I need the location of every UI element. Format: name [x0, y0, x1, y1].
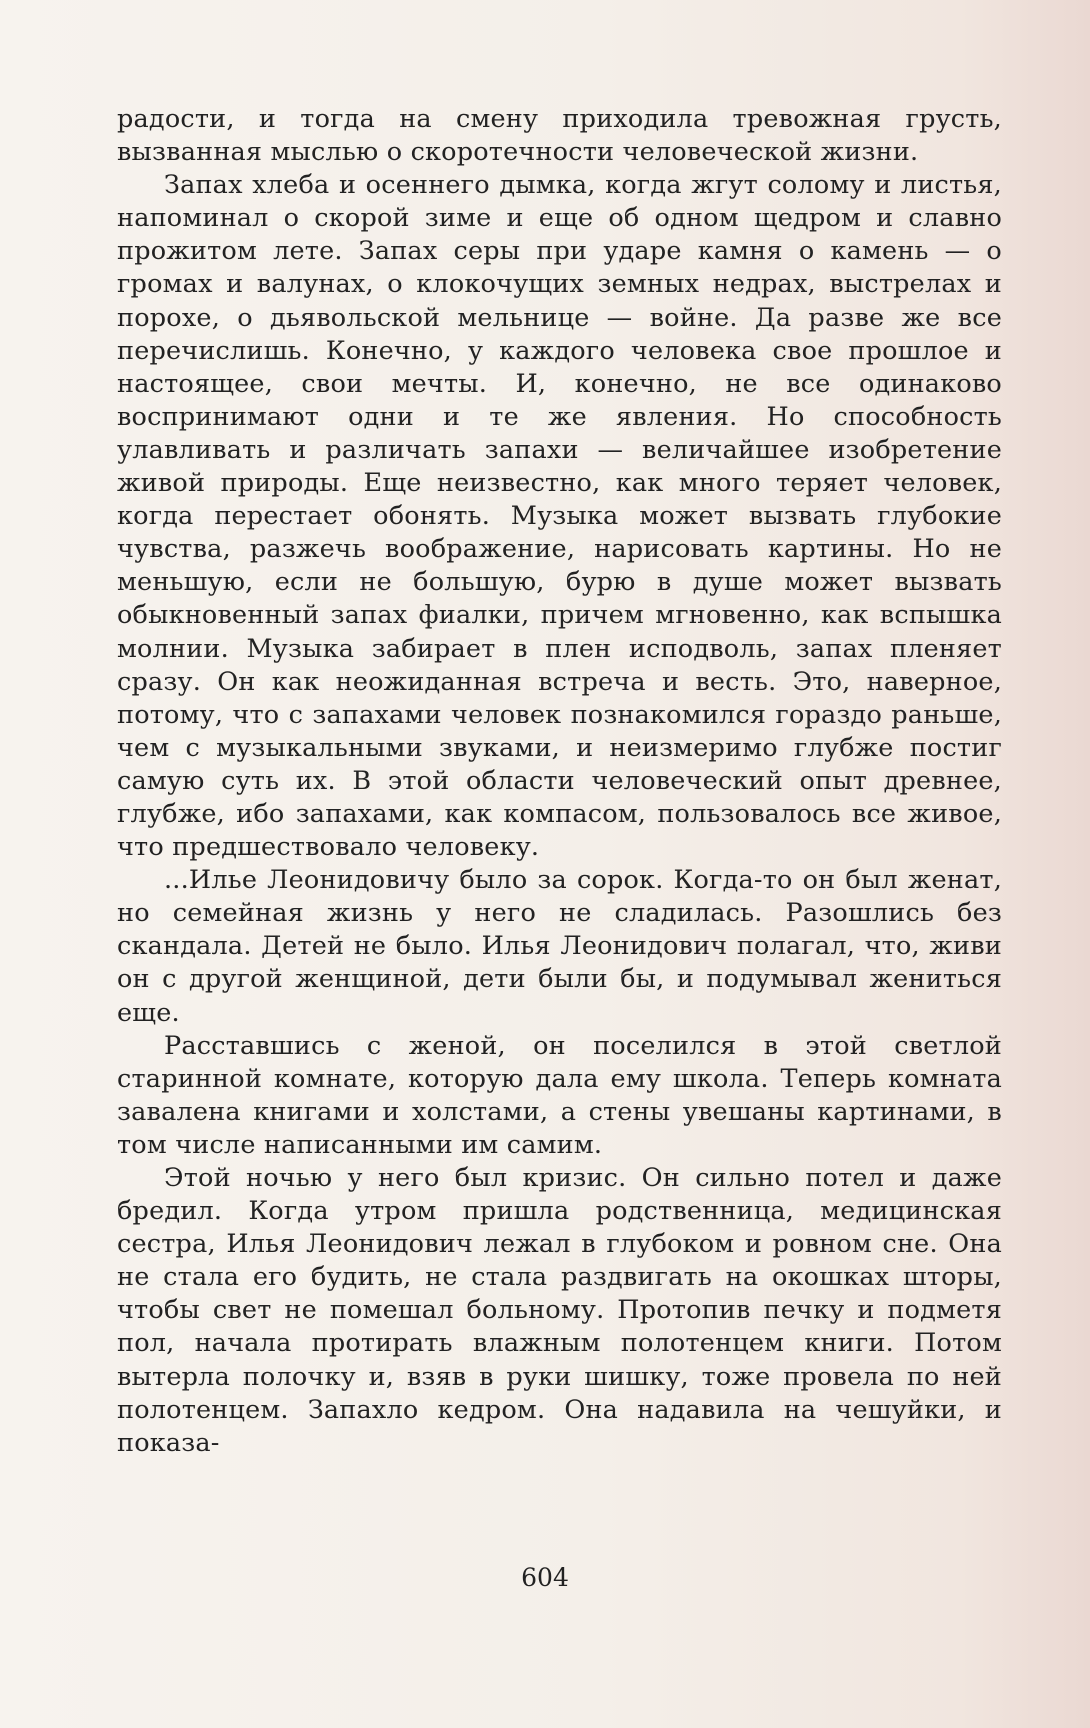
paragraph-5: Этой ночью у него был кризис. Он сильно потел и даже бредил. Когда утром пришла родственница, медицинская сестра, Илья Леонидович лежал в глубоком и ровном сне. Она не стала его будить, не стала раздвигать на окошках шторы, чтобы свет не помешал больному. Протопив печку и подметя пол, начала протирать влажным полотенцем книги. Потом вытерла полочку и, взяв в руки шишку, тоже провела по ней полотенцем. Запахло кедром. Она надавила на чешуйки, и показа- — [117, 1163, 1002, 1458]
paragraph-1: радости, и тогда на смену приходила тревожная грусть, вызванная мыслью о скоротечности человеческой жизни. — [117, 104, 1002, 168]
paragraph-4: Расставшись с женой, он поселился в этой светлой старинной комнате, которую дала ему школа. Теперь комната завалена книгами и холстами, а стены увешаны картинами, в том числе написанными им самим. — [117, 1030, 1002, 1160]
paragraph-3: ...Илье Леонидовичу было за сорок. Когда-то он был женат, но семейная жизнь у него не сладилась. Разошлись без скандала. Детей не было. Илья Леонидович полагал, что, живи он с другой женщиной, дети были бы, и подумывал жениться еще. — [117, 865, 1002, 1028]
page-number: 604 — [521, 1563, 569, 1592]
paragraph-2: Запах хлеба и осеннего дымка, когда жгут солому и листья, напоминал о скорой зиме и еще об одном щедром и славно прожитом лете. Запах серы при ударе камня о камень — о громах и валунах, о клокочущих земных недрах, выстрелах и порохе, о дьявольской мельнице — войне. Да разве же все перечислишь. Конечно, у каждого человека свое прошлое и настоящее, свои мечты. И, конечно, не все одинаково воспринимают одни и те же явления. Но способность улавливать и различать запахи — величайшее изобретение живой природы. Еще неизвестно, как много теряет человек, когда перестает обонять. Музыка может вызвать глубокие чувства, разжечь воображение, нарисовать картины. Но не меньшую, если не большую, бурю в душе может вызвать обыкновенный запах фиалки, причем мгновенно, как вспышка молнии. Музыка забирает в плен исподволь, запах пленяет сразу. Он как неожиданная встреча и весть. Это, наверное, потому, что с запахами человек познакомился гораздо раньше, чем с музыкальными звуками, и неизмеримо глубже постиг самую суть их. В этой области человеческий опыт древнее, глубже, ибо запахами, как компасом, пользовалось все живое, что предшествовало человеку. — [117, 170, 1002, 863]
page-body — [117, 103, 1002, 1460]
